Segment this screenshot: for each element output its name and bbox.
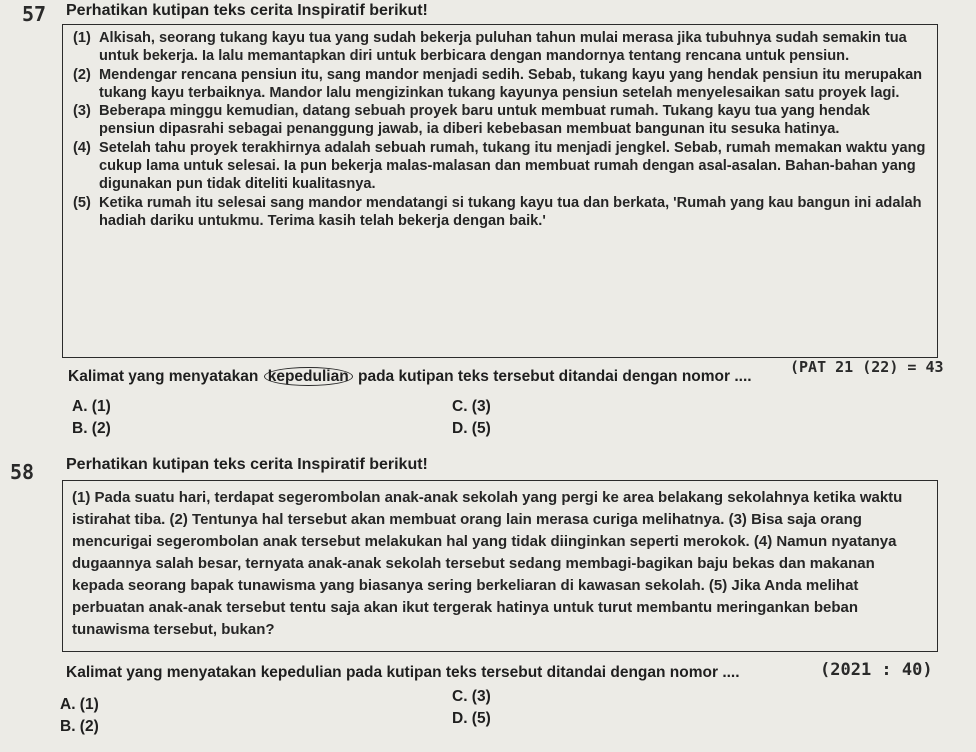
question-58-option-b[interactable]: B. (2): [60, 718, 99, 735]
paragraph-5: [73, 194, 927, 231]
paragraph-text: Setelah tahu proyek terakhirnya adalah sebuah rumah, tukang itu menjadi jengkel. Sebab, rumah memakan waktu yang cukup lama untuk selesai. Ia pun bekerja malas-malasan dan membuat rumah dengan asal-asalan. Bahan-bahan yang digunakan pun tidak diteliti kualitasnya.: [99, 139, 926, 193]
question-57-passage: [62, 24, 938, 358]
question-58-option-d[interactable]: D. (5): [452, 710, 491, 727]
question-58-number: 58: [10, 460, 35, 484]
paragraph-text: Beberapa minggu kemudian, datang sebuah proyek baru untuk membuat rumah. Tukang kayu tua yang hendak pensiun dipasrahi sebagai penanggung jawab, ia diberi kebebasan membuat bangunan itu sesuka hatinya.: [99, 103, 870, 138]
stem-after: pada kutipan teks tersebut ditandai dengan nomor ....: [357, 368, 752, 385]
question-57-stem: [68, 368, 752, 386]
paragraph-4: [73, 139, 927, 194]
paragraph-number: (5): [73, 194, 91, 211]
question-58-option-c[interactable]: C. (3): [452, 688, 491, 705]
paragraph-1: [73, 29, 927, 66]
paragraph-text: Alkisah, seorang tukang kayu tua yang sudah bekerja puluhan tahun mulai merasa jika tubuhnya sudah semakin tua untuk bekerja. Ia lalu memantapkan diri untuk berbicara dengan mandornya tentang rencana untuk pensiun.: [99, 30, 907, 65]
passage-text: (1) Pada suatu hari, terdapat segerombolan anak-anak sekolah yang pergi ke area belakang sekolahnya ketika waktu istirahat tiba. (2) Tentunya hal tersebut akan membuat orang lain merasa curiga melihatnya. (3) Bisa saja orang mencurigai segerombolan anak tersebut melakukan hal yang tidak diinginkan seperti merokok. (4) Namun nyatanya dugaannya salah besar, ternyata anak-anak sekolah tersebut sedang membagi-bagikan baju bekas dan makanan kepada seorang bapak tunawisma yang biasanya sering berkeliaran di kawasan sekolah. (5) Jika Anda melihat perbuatan anak-anak tersebut tentu saja akan ikut tergerak hatinya untuk turut membantu meringankan beban tunawisma tersebut, bukan?: [72, 489, 903, 638]
question-58-handwritten-note: (2021 : 40): [820, 660, 933, 680]
paragraph-number: (1): [73, 30, 91, 46]
question-57-option-d[interactable]: D. (5): [452, 420, 491, 437]
question-57-option-a[interactable]: A. (1): [72, 398, 111, 415]
circled-keyword: kepedulian: [264, 367, 353, 386]
paragraph-2: [73, 66, 927, 103]
stem-before: Kalimat yang menyatakan: [68, 368, 259, 385]
paragraph-3: [73, 102, 927, 139]
question-58-heading: Perhatikan kutipan teks cerita Inspiratif berikut!: [66, 456, 428, 473]
question-58-passage: [62, 480, 938, 652]
paragraph-text: Ketika rumah itu selesai sang mandor mendatangi si tukang kayu tua dan berkata, 'Rumah yang kau bangun ini adalah hadiah dariku untukmu. Terima kasih telah bekerja dengan baik.': [99, 194, 922, 229]
paragraph-text: Mendengar rencana pensiun itu, sang mandor menjadi sedih. Sebab, tukang kayu yang hendak pensiun itu merupakan tukang kayu terbaiknya. Mandor lalu mengizinkan tukang kayunya pensiun setelah menyelesaikan satu proyek lagi.: [99, 66, 923, 101]
paragraph-number: (2): [73, 66, 91, 83]
question-58-option-a[interactable]: A. (1): [60, 696, 99, 713]
question-57-handwritten-note: (PAT 21 (22) = 43: [790, 358, 944, 376]
paragraph-number: (4): [73, 139, 91, 156]
question-57-option-b[interactable]: B. (2): [72, 420, 111, 437]
question-57-heading: Perhatikan kutipan teks cerita Inspiratif berikut!: [66, 2, 428, 19]
question-57-number: 57: [22, 2, 47, 26]
question-57-option-c[interactable]: C. (3): [452, 398, 491, 415]
paragraph-number: (3): [73, 103, 91, 120]
question-58-stem: Kalimat yang menyatakan kepedulian pada kutipan teks tersebut ditandai dengan nomor ....: [66, 664, 740, 681]
